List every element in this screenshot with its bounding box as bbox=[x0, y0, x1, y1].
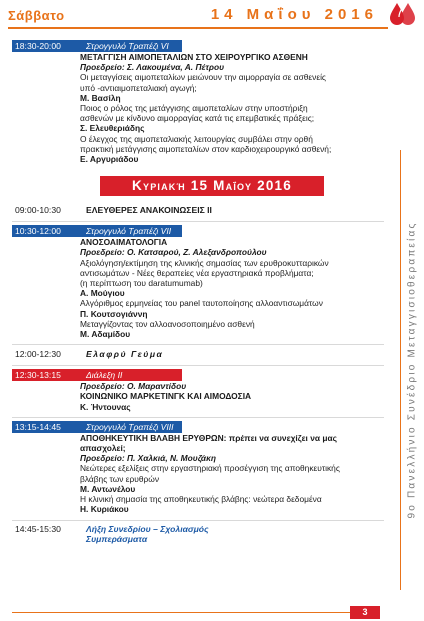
session-time: 18:30-20:00 bbox=[15, 41, 61, 51]
program-line-bold: Η. Κυριάκου bbox=[80, 504, 129, 515]
chairs-line: Προεδρείο: Π. Χαλκιά, Ν. Μουζάκη bbox=[80, 453, 216, 464]
talk-title-line: Οι μεταγγίσεις αιμοπεταλίων μειώνουν την αιμορραγία σε ασθενείς bbox=[80, 72, 326, 83]
program-line-bold: Μ. Αντωνέλου bbox=[80, 483, 136, 494]
closing-line-2: Συμπεράσματα bbox=[86, 533, 148, 544]
conference-title: 9ο Πανελλήνιο Συνέδριο Μεταγγισιοθεραπείας bbox=[406, 221, 418, 519]
session-label: ΕΛΕΥΘΕΡΕΣ ΑΝΑΚΟΙΝΩΣΕΙΣ ΙΙ bbox=[86, 205, 212, 216]
session-label: Ελαφρύ Γεύμα bbox=[86, 349, 164, 360]
talk-title-line: πρακτική μετάγγισης αιμοπεταλίων στον καρδιοχειρουργικό ασθενή; bbox=[80, 143, 332, 154]
page-header bbox=[0, 0, 424, 34]
header-date: 14 Μαΐου 2016 bbox=[210, 6, 378, 23]
talk-title-line: βλάβης των ερυθρών bbox=[80, 473, 160, 484]
session-header-rt6 bbox=[12, 40, 182, 52]
program-line-bold: Μ. Αδαμίδου bbox=[80, 329, 131, 340]
program-line-bold: Κ. Ήντουνας bbox=[80, 401, 131, 412]
session-time: 13:15-14:45 bbox=[15, 421, 61, 432]
divider bbox=[12, 520, 384, 521]
session-label: Στρογγυλό Τραπέζι VIII bbox=[86, 421, 174, 432]
talk-title-line: ασθενών με κίνδυνο αιμορραγίας κατά τις επεμβατικές πράξεις; bbox=[80, 113, 315, 124]
session-free-talks bbox=[12, 204, 384, 216]
program-line-bold: Σ. Ελευθεριάδης bbox=[80, 123, 145, 134]
program-line-bold: ΜΕΤΑΓΓΙΣΗ ΑΙΜΟΠΕΤΑΛΙΩΝ ΣΤΟ ΧΕΙΡΟΥΡΓΙΚΟ ΑΣΘΕΝΗ bbox=[80, 52, 308, 62]
program-line-bold: Α. Μούγιου bbox=[80, 288, 125, 299]
session-time: 09:00-10:30 bbox=[15, 205, 61, 216]
session-details-lecture2 bbox=[12, 381, 384, 412]
session-label: Διάλεξη ΙΙ bbox=[86, 370, 123, 381]
chairs-line: Προεδρείο: Σ. Λακουμένα, Α. Πέτρου bbox=[80, 62, 225, 73]
chairs-line: Προεδρείο: Ο. Μαραντίδου bbox=[80, 381, 187, 392]
program-line-bold: απασχολεί; bbox=[80, 443, 126, 454]
program-line-bold: Μ. Βασίλη bbox=[80, 92, 121, 103]
session-label: Στρογγυλό Τραπέζι VII bbox=[86, 226, 172, 237]
session-time: 12:30-13:15 bbox=[15, 370, 61, 381]
talk-title-line: Αλγόριθμος ερμηνείας του panel ταυτοποίησης αλλοαντισωμάτων bbox=[80, 298, 323, 309]
program-line-bold: ΚΟΙΝΩΝΙΚΟ ΜΑΡΚΕΤΙΝΓΚ ΚΑΙ ΑΙΜΟΔΟΣΙΑ bbox=[80, 391, 252, 402]
program-line-bold: ΑΝΟΣΟΑΙΜΑΤΟΛΟΓΙΑ bbox=[80, 237, 168, 248]
session-label bbox=[80, 524, 209, 545]
divider bbox=[12, 365, 384, 366]
conference-sidebar bbox=[398, 150, 424, 590]
session-time: 12:00-12:30 bbox=[15, 349, 61, 360]
session-header-rt7 bbox=[12, 225, 182, 237]
talk-title-line: αντισωμάτων - Νέες θεραπείες νέα εργαστηριακά προβλήματα; bbox=[80, 267, 314, 278]
session-details-rt8 bbox=[12, 433, 384, 515]
divider bbox=[12, 344, 384, 345]
session-details-rt7 bbox=[12, 237, 384, 339]
program-line-bold: Π. Κουτσογιάννη bbox=[80, 308, 148, 319]
talk-title-line: Η κλινική σημασία της αποθηκευτικής βλάβης: νεώτερα δεδομένα bbox=[80, 494, 322, 505]
blood-drops-logo-icon bbox=[388, 0, 420, 28]
session-time: 10:30-12:00 bbox=[15, 226, 61, 237]
header-divider bbox=[8, 27, 388, 29]
session-time: 14:45-15:30 bbox=[15, 523, 61, 534]
talk-title-line: Ποιος ο ρόλος της μετάγγισης αιμοπεταλίων στην υποστήριξη bbox=[80, 103, 308, 114]
divider bbox=[12, 221, 384, 222]
talk-title-line: υπό -αντιαιμοπεταλιακή αγωγή; bbox=[80, 82, 197, 93]
program-content bbox=[12, 38, 384, 544]
divider bbox=[12, 417, 384, 418]
session-details-rt6 bbox=[12, 52, 384, 164]
talk-title-line: Νεώτερες εξελίξεις στην εργαστηριακή προσέγγιση της αποθηκευτικής bbox=[80, 463, 340, 474]
session-lunch bbox=[12, 348, 384, 360]
session-closing bbox=[12, 524, 384, 545]
footer-divider bbox=[12, 612, 350, 613]
talk-title-line: Αξιολόγηση/εκτίμηση της κλινικής σημασίας των ερυθροκυτταρικών bbox=[80, 257, 329, 268]
header-day: Σάββατο bbox=[8, 8, 65, 23]
session-header-lecture2 bbox=[12, 369, 182, 381]
page-number: 3 bbox=[350, 606, 380, 619]
session-label: Στρογγυλό Τραπέζι VI bbox=[86, 41, 169, 51]
talk-title-line: (η περίπτωση του daratumumab) bbox=[80, 278, 203, 289]
program-line-bold: Ε. Αργυριάδου bbox=[80, 154, 139, 165]
session-header-rt8 bbox=[12, 421, 182, 433]
chairs-line: Προεδρείο: Ο. Κατσαρού, Ζ. Αλεξανδροπούλου bbox=[80, 247, 267, 258]
talk-title-line: Μεταγγίζοντας τον αλλοανοσοποιημένο ασθενή bbox=[80, 318, 255, 329]
talk-title-line: Ο έλεγχος της αιμοπεταλιακής λειτουργίας συμβάλει στην ορθή bbox=[80, 133, 313, 144]
program-line-bold: ΑΠΟΘΗΚΕΥΤΙΚΗ ΒΛΑΒΗ ΕΡΥΘΡΩΝ: πρέπει να συνεχίζει να μας bbox=[80, 432, 337, 443]
sidebar-divider bbox=[400, 150, 401, 590]
closing-line-1: Λήξη Συνεδρίου – Σχολιασμός bbox=[86, 523, 209, 534]
sunday-banner: Κυριακή 15 Μαΐου 2016 bbox=[100, 176, 324, 196]
